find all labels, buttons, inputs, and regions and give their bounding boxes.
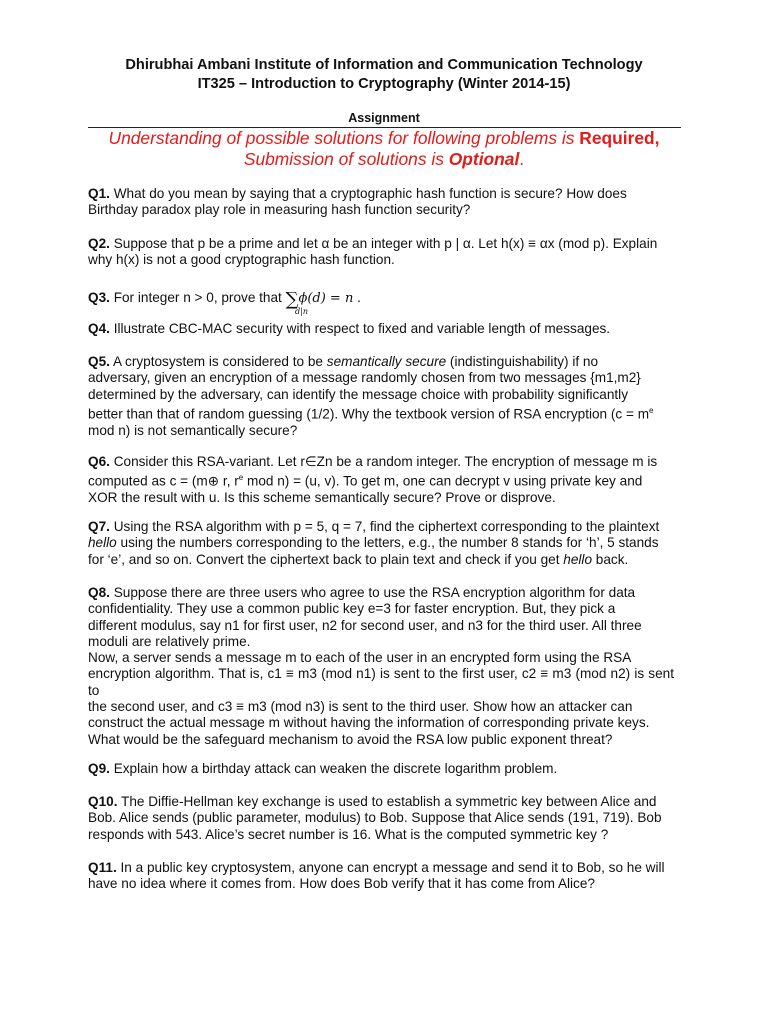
question-4: Q4. Illustrate CBC-MAC security with respect to fixed and variable length of messages. [88,321,611,336]
notice-text: Submission of solutions is [243,149,449,169]
assignment-title: Assignment [348,111,420,125]
question-label: Q5. [88,354,110,369]
summation-subscript: d|n [295,307,308,316]
question-7: Q7. Using the RSA algorithm with p = 5, q = 7, find the ciphertext corresponding to the plaintext hello using the numbers corresponding to the letters, e.g., the number 8 stands for ‘h’, 5 stands for ‘e’, and so on. Convert the ciphertext back to plain text and check if you get hello back. [88,519,660,567]
question-label: Q3. [88,290,110,305]
question-1: Q1. What do you mean by saying that a cryptographic hash function is secure? How does Birthday paradox play role in measuring hash function security? [88,186,627,218]
question-label: Q9. [88,761,110,776]
emphasis-term: semantically secure [326,354,447,369]
optional-word: Optional [448,149,520,169]
question-label: Q11. [88,860,117,875]
summation-expression: ϕ(d) = n [298,291,354,306]
question-label: Q8. [88,585,110,600]
question-6: Q6. Consider this RSA-variant. Let r∈Zn be a random integer. The encryption of message m is computed as c = (m⊕ r, $r^e$ mod n) = (u, v). To get m, one can decrypt v using private key and XOR the result with u. Is this scheme semantically secure? Prove or disprove. [88,454,658,506]
question-label: Q4. [88,321,110,336]
institute-name: Dhirubhai Ambani Institute of Information and Communication Technology [125,57,643,73]
question-2: Q2. Suppose that p be a prime and let α be an integer with p | α. Let h(x) ≡ αx (mod p). Explain why h(x) is not a good cryptographic hash function. [88,236,658,268]
requirement-notice-line1 [60,128,708,149]
question-label: Q10. [88,794,118,809]
question-8: Q8. Suppose there are three users who agree to use the RSA encryption algorithm for data confidentiality. They use a common public key e=3 for faster encryption. But, they pick a different modulus, say n1 for first user, n2 for second user, and n3 for the third user. All three moduli are relatively prime. Now, a server sends a message m to each of the user in an encrypted form using the RSA encryption algorithm. That is, c1 ≡ m3 (mod n1) is sent to the first user, c2 ≡ m3 (mod n2) is sent to the second user, and c3 ≡ m3 (mod n3) is sent to the third user. Show how an attacker can construct the actual message m without having the information of corresponding private keys. What would be the safeguard mechanism to avoid the RSA low public exponent threat? [88,585,674,747]
requirement-notice-line2: Submission of solutions is Optional. [243,149,525,169]
course-title: IT325 – Introduction to Cryptography (Winter 2014-15) [197,76,571,92]
question-3: Q3. For integer n > 0, prove that ∑ϕ(d) = n . [88,289,361,310]
question-label: Q7. [88,519,110,534]
question-5: Q5. A cryptosystem is considered to be semantically secure (indistinguishability) if no adversary, given an encryption of a message randomly chosen from two messages {m1,m2} determined by the adversary, can identify the message choice with probability significantly better than that of random guessing (1/2). Why the textbook version of RSA encryption ($c = m^e$ mod n) is not semantically secure? [88,354,654,438]
question-label: Q2. [88,236,110,251]
question-label: Q6. [88,454,110,469]
question-10: Q10. The Diffie-Hellman key exchange is used to establish a symmetric key between Alice and Bob. Alice sends (public parameter, modulus) to Bob. Suppose that Alice sends (191, 719). Bob responds with 543. Alice’s secret number is 16. What is the computed symmetric key ? [88,794,662,842]
question-label: Q1. [88,186,110,201]
required-word: Required, [579,128,660,148]
summation-symbol: ∑ [285,289,299,310]
question-9: Q9. Explain how a birthday attack can weaken the discrete logarithm problem. [88,761,558,776]
notice-text: Understanding of possible solutions for following problems is [108,128,580,148]
question-11: Q11. In a public key cryptosystem, anyone can encrypt a message and send it to Bob, so he will have no idea where it comes from. How does Bob verify that it has come from Alice? [88,860,665,892]
